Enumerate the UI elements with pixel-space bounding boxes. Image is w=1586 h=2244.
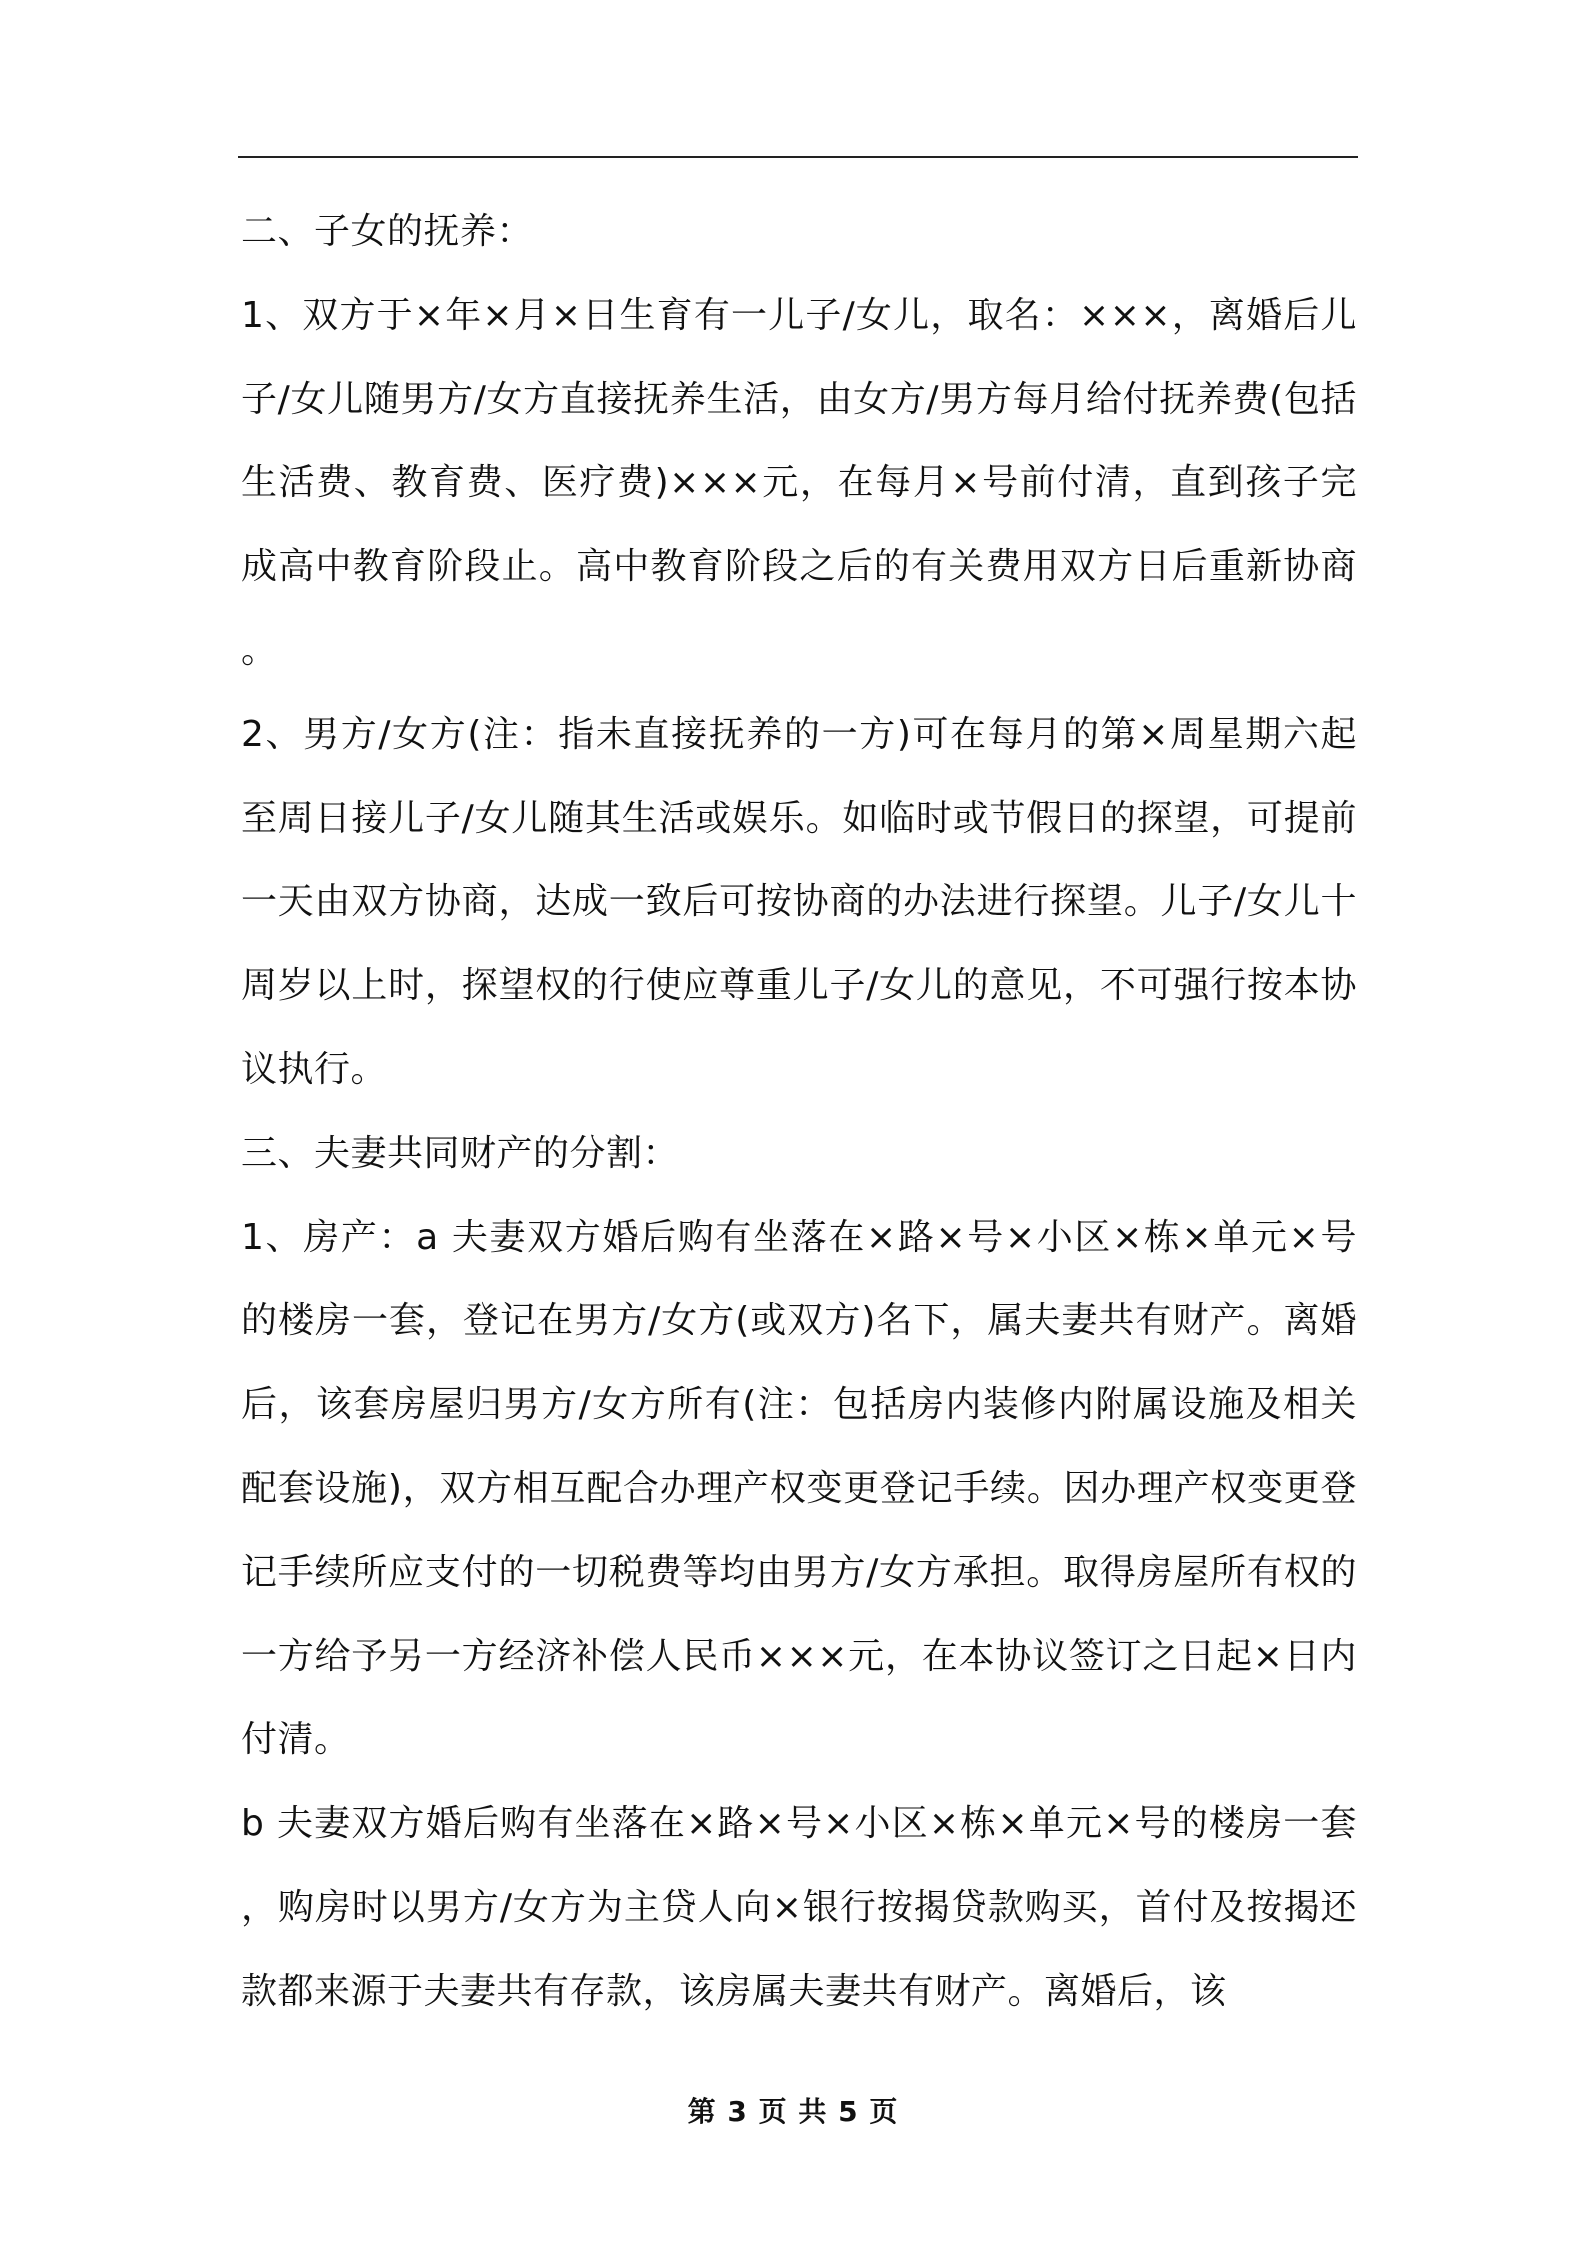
header-divider [238,156,1358,158]
section-heading-property-division: 三、夫妻共同财产的分割： [241,1132,680,1174]
document-body [241,190,1357,2034]
page-number: 第 3 页 共 5 页 [687,2095,899,2128]
clause-real-estate-a: 1、房产：a 夫妻双方婚后购有坐落在×路×号×小区×栋×单元×号的楼房一套，登记在男方/女方(或双方)名下，属夫妻共有财产。离婚后，该套房屋归男方/女方所有(注：包括房内装修内附属设施及相关配套设施)，双方相互配合办理产权变更登记手续。因办理产权变更登记手续所应支付的一切税费等均由男方/女方承担。取得房屋所有权的一方给予另一方经济补偿人民币×××元，在本协议签订之日起×日内付清。 [241,1216,1357,1761]
clause-real-estate-b: b 夫妻双方婚后购有坐落在×路×号×小区×栋×单元×号的楼房一套，购房时以男方/女方为主贷人向×银行按揭贷款购买，首付及按揭还款都来源于夫妻共有存款，该房属夫妻共有财产。离婚后，该 [241,1803,1357,2012]
clause-visitation: 2、男方/女方(注：指未直接抚养的一方)可在每月的第×周星期六起至周日接儿子/女儿随其生活或娱乐。如临时或节假日的探望，可提前一天由双方协商，达成一致后可按协商的办法进行探望。儿子/女儿十周岁以上时，探望权的行使应尊重儿子/女儿的意见，不可强行按本协议执行。 [241,713,1357,1090]
clause-child-support: 1、双方于×年×月×日生育有一儿子/女儿，取名：×××，离婚后儿子/女儿随男方/女方直接抚养生活，由女方/男方每月给付抚养费(包括生活费、教育费、医疗费)×××元，在每月×号前付清，直到孩子完成高中教育阶段止。高中教育阶段之后的有关费用双方日后重新协商。 [241,294,1357,671]
page-footer [0,2090,1586,2130]
section-heading-child-custody: 二、子女的抚养： [241,211,534,252]
